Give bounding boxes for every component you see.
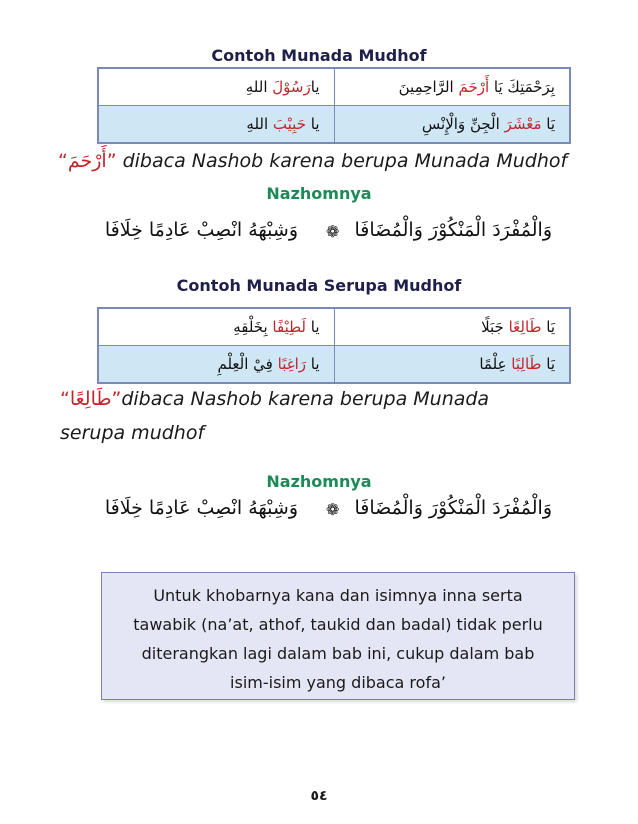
flower-separator-icon: ❁	[326, 500, 340, 519]
verse-left-2: وَشِبْهَهُ انْصِبْ عَادِمًا خِلَافَا	[104, 497, 298, 519]
example-cell: يا لَطِيْفًا بِخَلْقِهِ	[98, 308, 334, 346]
munada-serupa-mudhof-table	[97, 307, 571, 384]
example-cell: يا حَبِيْبَ اللهِ	[98, 106, 334, 144]
explanation-1: “أَرْحَمَ” dibaca Nashob karena berupa Munada Mudhof	[58, 150, 568, 172]
page-number: ٥٤	[310, 788, 328, 804]
section2-title: Contoh Munada Serupa Mudhof	[176, 276, 462, 295]
example-cell: بِرَحْمَتِكَ يَا أَرْحَمَ الرَّاحِمِينَ	[334, 68, 570, 106]
example-cell: يَا مَعْشَرَ الْجِنِّ وَالْإِنْسِ	[334, 106, 570, 144]
verse-right-1: وَالْمُفْرَدَ الْمَنْكُوْرَ وَالْمُضَافَا	[354, 219, 552, 241]
note-box	[101, 572, 575, 700]
example-cell: يارَسُوْلَ اللهِ	[98, 68, 334, 106]
note-line: isim-isim yang dibaca rofa’	[230, 673, 446, 692]
table-row	[98, 346, 570, 384]
example-cell: يَا طَالِبًا عِلْمًا	[334, 346, 570, 384]
verse-right-2: وَالْمُفْرَدَ الْمَنْكُوْرَ وَالْمُضَافَا	[354, 497, 552, 519]
example-cell: يَا طَالِعًا جَبَلًا	[334, 308, 570, 346]
explanation-2: “طَالِعًا”dibaca Nashob karena berupa Munada serupa mudhof	[60, 388, 490, 444]
verse-left-1: وَشِبْهَهُ انْصِبْ عَادِمًا خِلَافَا	[104, 219, 298, 241]
table-row	[98, 106, 570, 144]
nazhom-title-1: Nazhomnya	[266, 184, 372, 203]
note-line: diterangkan lagi dalam bab ini, cukup dalam bab	[141, 644, 535, 663]
nazhom-title-2: Nazhomnya	[266, 472, 372, 491]
note-line: tawabik (na’at, athof, taukid dan badal) tidak perlu	[133, 615, 543, 634]
table-row	[98, 68, 570, 106]
section1-title: Contoh Munada Mudhof	[211, 46, 427, 65]
example-cell: يا رَاغِبًا فِيْ الْعِلْمِ	[98, 346, 334, 384]
note-line: Untuk khobarnya kana dan isimnya inna serta	[153, 586, 523, 605]
table-row	[98, 308, 570, 346]
munada-mudhof-table	[97, 67, 571, 144]
flower-separator-icon: ❁	[326, 222, 340, 241]
